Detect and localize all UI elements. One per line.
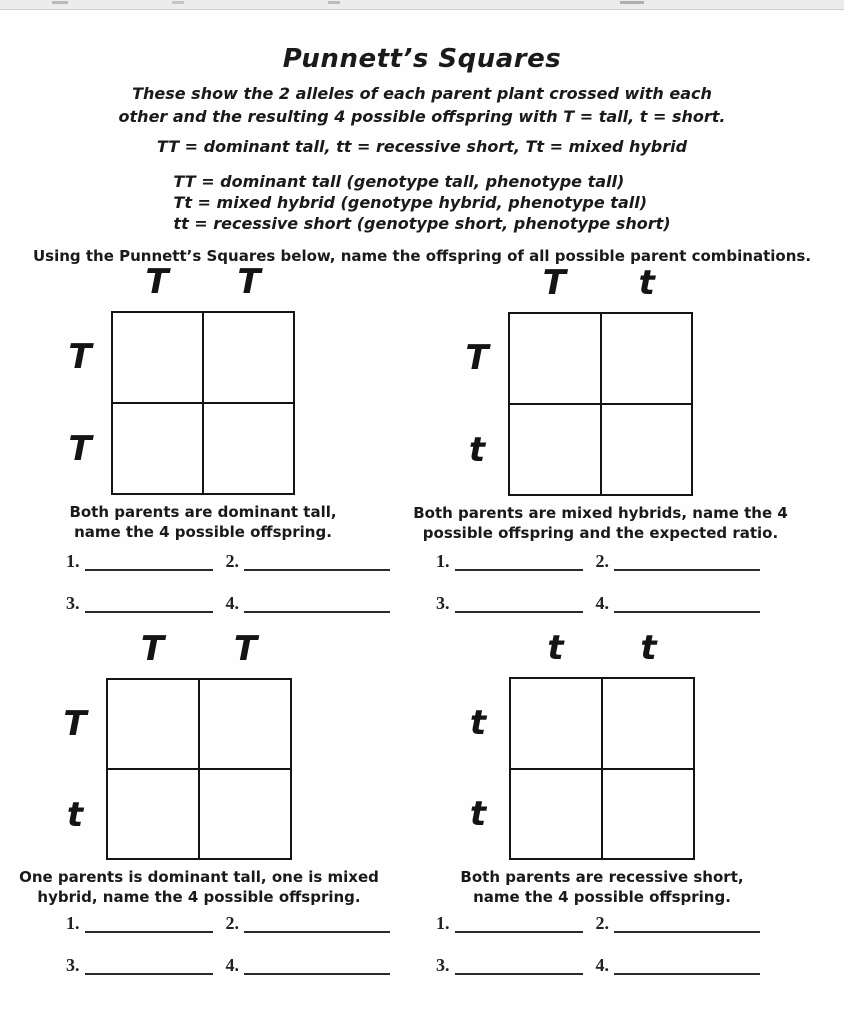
answer-blanks-top-right — [436, 551, 760, 613]
answer-blanks-top-left — [66, 551, 390, 613]
answer-blank-3[interactable] — [455, 957, 583, 975]
column-allele-label: T — [233, 629, 258, 669]
blank-row — [436, 551, 760, 571]
blank-row — [436, 593, 760, 613]
row-allele-label: T — [68, 337, 92, 377]
blank-number: 2. — [225, 913, 239, 933]
genotype-line-tt-hybrid: Tt = mixed hybrid (genotype hybrid, phenotype tall) — [173, 193, 648, 212]
column-allele-label: T — [140, 629, 165, 669]
answer-blank-2[interactable] — [244, 915, 390, 933]
answer-blank-2[interactable] — [244, 553, 390, 571]
punnett-grid — [111, 311, 295, 495]
answer-blank-1[interactable] — [455, 915, 583, 933]
punnett-grid — [106, 678, 292, 860]
answer-blank-3[interactable] — [455, 595, 583, 613]
square-caption: Both parents are dominant tall, name the 4 possible offspring. — [69, 503, 337, 541]
answer-blanks-bottom-right — [436, 913, 760, 975]
punnett-cell[interactable] — [602, 769, 693, 859]
instruction-text: Using the Punnett’s Squares below, name the offspring of all possible parent combinations. — [32, 247, 812, 265]
row-labels — [454, 312, 500, 496]
row-allele-label: T — [68, 429, 92, 469]
punnett-cell[interactable] — [108, 680, 199, 769]
column-allele-label: T — [542, 263, 566, 303]
answer-blank-1[interactable] — [455, 553, 583, 571]
punnett-cell[interactable] — [511, 769, 602, 859]
punnett-square-top-left — [68, 262, 337, 541]
punnett-grid — [508, 312, 693, 496]
punnett-square-top-right — [413, 263, 788, 542]
square-caption: Both parents are recessive short, name the 4 possible offspring. — [460, 868, 744, 906]
answer-blank-4[interactable] — [614, 957, 760, 975]
row-labels — [52, 678, 98, 860]
blank-row — [66, 913, 390, 933]
punnett-cell[interactable] — [113, 313, 203, 403]
blank-number: 1. — [66, 551, 80, 571]
answer-blanks-bottom-left — [66, 913, 390, 975]
punnett-cell[interactable] — [113, 403, 203, 493]
blank-row — [66, 551, 390, 571]
column-labels — [509, 628, 695, 673]
blank-number: 3. — [66, 955, 80, 975]
row-allele-label: t — [469, 794, 487, 835]
blank-row — [66, 593, 390, 613]
blank-row — [66, 955, 390, 975]
column-allele-label: T — [145, 262, 169, 302]
row-labels — [57, 311, 103, 495]
punnett-cell[interactable] — [511, 679, 602, 769]
column-allele-label: t — [547, 628, 564, 668]
answer-blank-2[interactable] — [614, 553, 760, 571]
punnett-cell[interactable] — [199, 680, 290, 769]
punnett-cell[interactable] — [203, 403, 293, 493]
punnett-cell[interactable] — [510, 314, 601, 404]
blank-number: 3. — [436, 955, 450, 975]
punnett-cell[interactable] — [601, 314, 692, 404]
square-caption: One parents is dominant tall, one is mixed hybrid, name the 4 possible offspring. — [19, 868, 379, 906]
answer-blank-3[interactable] — [85, 595, 213, 613]
row-allele-label: t — [66, 794, 84, 835]
punnett-cell[interactable] — [203, 313, 293, 403]
answer-blank-3[interactable] — [85, 957, 213, 975]
answer-blank-2[interactable] — [614, 915, 760, 933]
intro-line-2: other and the resulting 4 possible offspring with T = tall, t = short. — [118, 107, 726, 126]
genotype-line-tt-dominant: TT = dominant tall (genotype tall, phenotype tall) — [173, 172, 625, 191]
blank-number: 1. — [436, 551, 450, 571]
column-labels — [106, 629, 292, 674]
punnett-square-bottom-right — [460, 628, 744, 906]
punnett-cell[interactable] — [601, 404, 692, 494]
allele-key-line: TT = dominant tall, tt = recessive short, Tt = mixed hybrid — [156, 137, 688, 156]
row-allele-label: t — [468, 430, 486, 470]
punnett-cell[interactable] — [108, 769, 199, 858]
answer-blank-4[interactable] — [244, 957, 390, 975]
column-labels — [508, 263, 693, 308]
blank-number: 2. — [225, 551, 239, 571]
genotype-line-tt-recessive: tt = recessive short (genotype short, phenotype short) — [173, 214, 671, 233]
blank-row — [436, 955, 760, 975]
row-allele-label: T — [63, 703, 87, 744]
scan-top-edge — [0, 0, 844, 10]
blank-number: 4. — [595, 593, 609, 613]
blank-number: 1. — [436, 913, 450, 933]
column-allele-label: t — [638, 263, 655, 303]
answer-blank-1[interactable] — [85, 553, 213, 571]
blank-number: 1. — [66, 913, 80, 933]
blank-number: 2. — [595, 551, 609, 571]
column-labels — [111, 262, 295, 307]
row-allele-label: T — [465, 338, 489, 378]
intro-text — [0, 82, 844, 128]
genotype-key-block — [0, 171, 844, 234]
answer-blank-4[interactable] — [244, 595, 390, 613]
row-allele-label: t — [469, 702, 487, 743]
punnett-cell[interactable] — [602, 679, 693, 769]
punnett-square-bottom-left — [19, 629, 379, 906]
punnett-cell[interactable] — [510, 404, 601, 494]
intro-line-1: These show the 2 alleles of each parent plant crossed with each — [132, 84, 712, 103]
blank-number: 2. — [595, 913, 609, 933]
blank-number: 3. — [436, 593, 450, 613]
punnett-grid — [509, 677, 695, 860]
row-labels — [455, 677, 501, 860]
blank-row — [436, 913, 760, 933]
answer-blank-4[interactable] — [614, 595, 760, 613]
answer-blank-1[interactable] — [85, 915, 213, 933]
column-allele-label: t — [640, 628, 657, 668]
blank-number: 4. — [225, 593, 239, 613]
blank-number: 4. — [225, 955, 239, 975]
column-allele-label: T — [237, 262, 261, 302]
blank-number: 4. — [595, 955, 609, 975]
punnett-cell[interactable] — [199, 769, 290, 858]
square-caption: Both parents are mixed hybrids, name the 4 possible offspring and the expected ratio. — [413, 504, 788, 542]
blank-number: 3. — [66, 593, 80, 613]
page-title: Punnett’s Squares — [282, 44, 562, 74]
